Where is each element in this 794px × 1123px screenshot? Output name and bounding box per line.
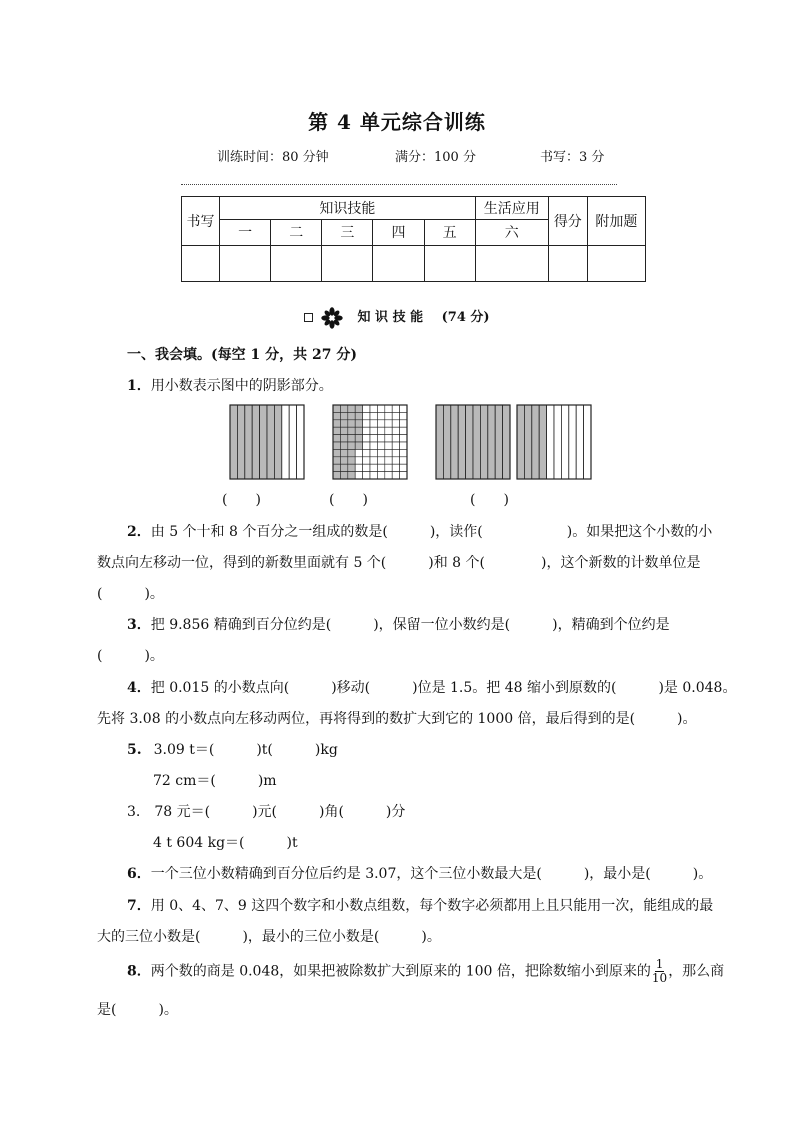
grid-cell	[363, 412, 370, 419]
q2-line3: ( )。	[97, 586, 164, 602]
shaded-cell	[340, 435, 347, 442]
shaded-column	[517, 405, 524, 479]
shaded-cell	[355, 442, 362, 449]
grid-cell	[370, 405, 377, 412]
grid-cell	[400, 435, 407, 442]
grid-hundred-2	[332, 404, 408, 480]
score-cell[interactable]	[271, 245, 322, 281]
shaded-column	[230, 405, 237, 479]
training-time: 训练时间：80 分钟	[217, 150, 329, 165]
grid-cell	[363, 472, 370, 479]
grid-cell	[377, 427, 384, 434]
grid-cell	[400, 464, 407, 471]
q2-line1: 由 5 个十和 8 个百分之一组成的数是( )，读作( )。如果把这个小数的小	[150, 524, 713, 540]
shaded-cell	[340, 464, 347, 471]
shaded-column	[237, 405, 244, 479]
q8-line2: 是( )。	[97, 1002, 178, 1018]
grid-column	[561, 405, 568, 479]
q4-line1: 把 0.015 的小数点向( )移动( )位是 1.5。把 48 缩小到原数的( )是 0.048。	[150, 680, 737, 696]
q1-number: 1．	[127, 378, 151, 394]
grid-cell	[400, 427, 407, 434]
score-cell[interactable]	[220, 245, 271, 281]
grid-cell	[392, 405, 399, 412]
shaded-column	[260, 405, 267, 479]
shaded-column	[480, 405, 487, 479]
grid-cell	[370, 412, 377, 419]
grid-cell	[377, 442, 384, 449]
grid-cell	[392, 427, 399, 434]
grid-cell	[363, 457, 370, 464]
grid-cell	[370, 449, 377, 456]
section-label: 知 识 技 能	[357, 310, 424, 325]
q8-line1b: ，那么商	[668, 963, 725, 980]
grid-cell	[355, 472, 362, 479]
fraction-denominator: 10	[651, 971, 668, 985]
grid-cell	[392, 420, 399, 427]
grid-cell	[370, 427, 377, 434]
fraction-numerator: 1	[655, 957, 664, 971]
full-score: 满分：100 分	[395, 150, 476, 165]
grid-cell	[377, 464, 384, 471]
shaded-column	[488, 405, 495, 479]
score-cell[interactable]	[548, 245, 587, 281]
shaded-cell	[340, 412, 347, 419]
shaded-column	[245, 405, 252, 479]
grid-cell	[392, 457, 399, 464]
divider-dotted	[181, 184, 617, 185]
shaded-cell	[333, 435, 340, 442]
grid-cell	[385, 464, 392, 471]
section-points: (74 分)	[441, 310, 490, 325]
q6-text: 一个三位小数精确到百分位后约是 3.07，这个三位小数最大是( )，最小是( )。	[150, 866, 713, 882]
grid-column	[547, 405, 554, 479]
grid-cell	[377, 449, 384, 456]
grid-cell	[392, 472, 399, 479]
shaded-cell	[333, 472, 340, 479]
grid-cell	[377, 435, 384, 442]
score-col-4: 四	[373, 220, 424, 245]
q7-number: 7．	[127, 898, 151, 914]
grid-cell	[385, 457, 392, 464]
grid-cell	[377, 420, 384, 427]
grid-cell	[363, 405, 370, 412]
grid-cell	[392, 464, 399, 471]
q8-number: 8．	[127, 963, 151, 980]
grid-cell	[392, 435, 399, 442]
shaded-cell	[340, 449, 347, 456]
shaded-cell	[333, 442, 340, 449]
grid-cell	[377, 412, 384, 419]
score-header-application: 生活应用	[475, 197, 548, 220]
shaded-cell	[333, 464, 340, 471]
shaded-column	[252, 405, 259, 479]
score-cell[interactable]	[475, 245, 548, 281]
grid-cell	[370, 442, 377, 449]
shaded-cell	[355, 427, 362, 434]
grid-cell	[385, 472, 392, 479]
shaded-column	[539, 405, 546, 479]
q7-line2: 大的三位小数是( )，最小的三位小数是( )。	[97, 929, 441, 945]
grid-column	[297, 405, 304, 479]
shaded-cell	[348, 464, 355, 471]
grid-cell	[385, 412, 392, 419]
shaded-cell	[348, 472, 355, 479]
grid-cell	[363, 449, 370, 456]
answer-blank-3[interactable]: ( )	[470, 492, 509, 508]
score-cell[interactable]	[373, 245, 424, 281]
grid-cell	[400, 457, 407, 464]
q5-d: 4 t 604 kg＝( )t	[153, 835, 298, 851]
grid-cell	[400, 420, 407, 427]
shaded-cell	[333, 427, 340, 434]
grid-cell	[385, 420, 392, 427]
shaded-cell	[340, 442, 347, 449]
grid-cell	[363, 464, 370, 471]
grid-columns-1	[229, 404, 305, 480]
grid-cell	[377, 472, 384, 479]
shaded-cell	[333, 457, 340, 464]
shaded-cell	[355, 405, 362, 412]
shaded-column	[473, 405, 480, 479]
shaded-cell	[348, 442, 355, 449]
grid-cell	[385, 427, 392, 434]
grid-cell	[363, 427, 370, 434]
grid-cell	[400, 472, 407, 479]
score-col-3: 三	[322, 220, 373, 245]
grid-cell	[385, 435, 392, 442]
grid-column	[569, 405, 576, 479]
grid-cell	[363, 420, 370, 427]
grid-cell	[370, 472, 377, 479]
shaded-cell	[333, 420, 340, 427]
q4-number: 4．	[127, 680, 151, 696]
shaded-cell	[348, 457, 355, 464]
shaded-cell	[348, 427, 355, 434]
grid-columns-4	[516, 404, 592, 480]
score-cell[interactable]	[587, 245, 645, 281]
grid-cell	[363, 435, 370, 442]
grid-cell	[392, 442, 399, 449]
shaded-cell	[340, 405, 347, 412]
score-cell[interactable]	[424, 245, 475, 281]
writing-score: 书写：3 分	[540, 150, 605, 165]
grid-cell	[385, 442, 392, 449]
q3-line1: 把 9.856 精确到百分位约是( )，保留一位小数约是( )，精确到个位约是	[150, 617, 670, 633]
grid-cell	[400, 405, 407, 412]
q7-line1: 用 0、4、7、9 这四个数字和小数点组数，每个数字必须都用上且只能用一次，能组成的最	[150, 898, 714, 914]
q3-number: 3．	[127, 617, 151, 633]
grid-cell	[355, 457, 362, 464]
fraction-one-tenth	[652, 958, 667, 985]
grid-column	[554, 405, 561, 479]
shaded-cell	[355, 420, 362, 427]
shaded-cell	[348, 412, 355, 419]
grid-cell	[385, 405, 392, 412]
score-header-writing: 书写	[182, 197, 220, 246]
grid-cell	[392, 449, 399, 456]
q2-line2: 数点向左移动一位，得到的新数里面就有 5 个( )和 8 个( )，这个新数的计数单位是	[97, 555, 701, 571]
grid-cell	[370, 464, 377, 471]
shaded-cell	[348, 405, 355, 412]
part1-heading: 一、我会填。(每空 1 分，共 27 分)	[127, 347, 357, 363]
score-col-1: 一	[220, 220, 271, 245]
grid-cell	[392, 412, 399, 419]
score-header-knowledge: 知识技能	[220, 197, 476, 220]
shaded-cell	[355, 412, 362, 419]
grid-cell	[385, 449, 392, 456]
score-cell[interactable]	[182, 245, 220, 281]
grid-column	[282, 405, 289, 479]
q3-line2: ( )。	[97, 648, 164, 664]
grid-cell	[355, 449, 362, 456]
grid-column	[576, 405, 583, 479]
q5-b: 72 cm＝( )m	[153, 773, 277, 789]
score-col-6: 六	[475, 220, 548, 245]
shaded-cell	[348, 449, 355, 456]
grid-column	[289, 405, 296, 479]
q5-a: 3.09 t＝( )t( )kg	[153, 742, 338, 758]
shaded-cell	[348, 420, 355, 427]
q5-number-2: 3.	[127, 804, 141, 820]
q5-number: 5.	[127, 742, 142, 758]
grid-cell	[377, 457, 384, 464]
shaded-cell	[333, 405, 340, 412]
grid-cell	[370, 435, 377, 442]
answer-blank-2[interactable]: ( )	[329, 492, 368, 508]
score-col-5: 五	[424, 220, 475, 245]
grid-cell	[370, 420, 377, 427]
score-header-bonus: 附加题	[587, 197, 645, 246]
shaded-column	[443, 405, 450, 479]
grid-cell	[400, 449, 407, 456]
q1-text: 用小数表示图中的阴影部分。	[150, 378, 333, 394]
q4-line2: 先将 3.08 的小数点向左移动两位，再将得到的数扩大到它的 1000 倍，最后得到的是( )。	[97, 711, 697, 727]
shaded-cell	[333, 449, 340, 456]
q2-number: 2．	[127, 524, 151, 540]
shaded-cell	[355, 435, 362, 442]
shaded-cell	[340, 427, 347, 434]
shaded-column	[274, 405, 281, 479]
shaded-column	[524, 405, 531, 479]
grid-cell	[370, 457, 377, 464]
shaded-column	[532, 405, 539, 479]
score-col-2: 二	[271, 220, 322, 245]
shaded-cell	[340, 420, 347, 427]
grid-cell	[400, 442, 407, 449]
grid-cell	[400, 412, 407, 419]
square-icon	[304, 313, 313, 322]
shaded-column	[466, 405, 473, 479]
page-title: 第 4 单元综合训练	[308, 110, 486, 134]
shaded-cell	[348, 435, 355, 442]
score-header-score: 得分	[548, 197, 587, 246]
grid-cell	[355, 464, 362, 471]
shaded-column	[495, 405, 502, 479]
shaded-column	[436, 405, 443, 479]
grid-columns-3	[435, 404, 511, 480]
shaded-column	[267, 405, 274, 479]
answer-blank-1[interactable]: ( )	[222, 492, 261, 508]
flower-icon	[321, 307, 343, 329]
grid-cell	[363, 442, 370, 449]
shaded-column	[451, 405, 458, 479]
q5-c: 78 元＝( )元( )角( )分	[154, 804, 406, 820]
shaded-cell	[340, 472, 347, 479]
score-table	[181, 196, 646, 282]
grid-column	[584, 405, 591, 479]
shaded-column	[458, 405, 465, 479]
section-title	[0, 306, 794, 329]
shaded-column	[503, 405, 510, 479]
q6-number: 6．	[127, 866, 151, 882]
shaded-cell	[340, 457, 347, 464]
score-cell[interactable]	[322, 245, 373, 281]
shaded-cell	[333, 412, 340, 419]
q8-line1a: 两个数的商是 0.048，如果把被除数扩大到原来的 100 倍，把除数缩小到原来的	[150, 963, 651, 980]
grid-cell	[377, 405, 384, 412]
